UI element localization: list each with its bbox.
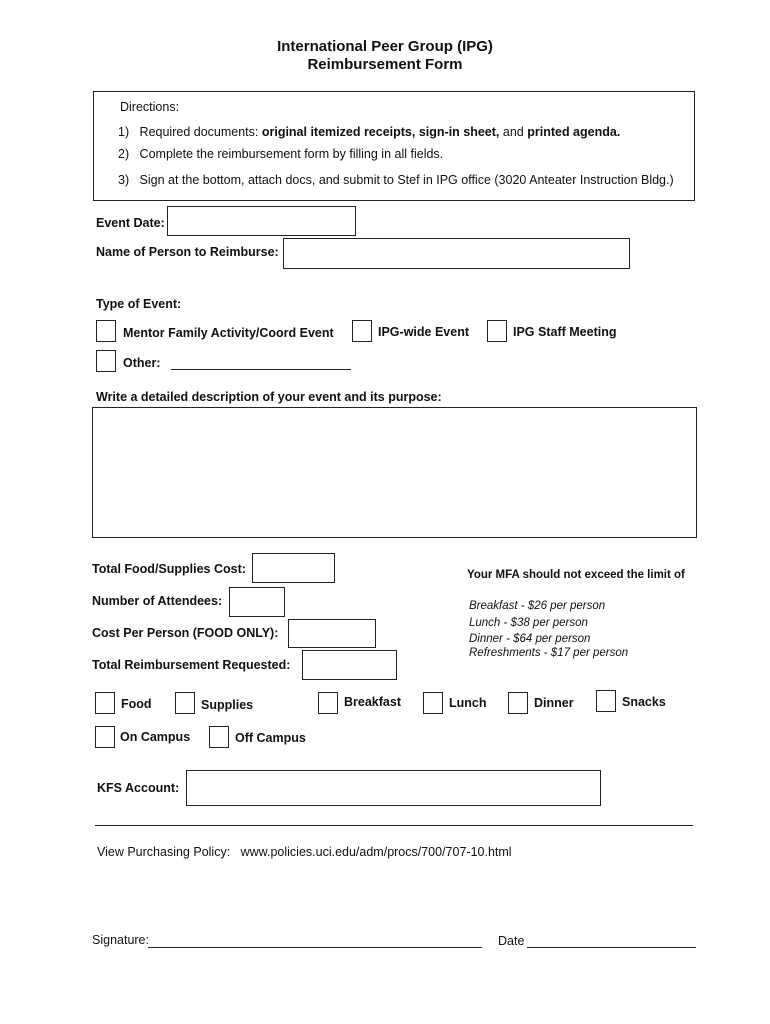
checkbox-breakfast[interactable]: [318, 692, 338, 714]
on-campus-label: On Campus: [120, 730, 191, 744]
form-title: International Peer Group (IPG): [277, 38, 493, 55]
reimbursement-label: Total Reimbursement Requested:: [92, 658, 291, 672]
direction-bold-text: printed agenda.: [527, 125, 621, 139]
direction-item-1: [118, 125, 620, 139]
kfs-account-field[interactable]: [186, 770, 601, 806]
category-dinner-label: Dinner: [534, 696, 574, 710]
direction-text: Required documents:: [139, 125, 262, 139]
checkbox-off-campus[interactable]: [209, 726, 229, 748]
description-field[interactable]: [92, 407, 697, 538]
direction-number: 3): [118, 173, 130, 187]
direction-text: Complete the reimbursement form by filling in all fields.: [139, 147, 444, 161]
date-label: Date: [498, 934, 525, 948]
direction-item-2: [118, 147, 443, 161]
date-line[interactable]: [527, 947, 696, 948]
signature-label: Signature:: [92, 933, 149, 947]
total-cost-label: Total Food/Supplies Cost:: [92, 562, 246, 576]
limit-refreshments: Refreshments - $17 per person: [469, 647, 629, 659]
direction-text: Sign at the bottom, attach docs, and submit to Stef in IPG office (3020 Anteater Instruction Bldg.): [139, 173, 674, 187]
section-divider: [95, 825, 693, 826]
category-food-label: Food: [121, 697, 152, 711]
kfs-account-label: KFS Account:: [97, 781, 180, 795]
option-other-label: Other:: [123, 356, 161, 370]
checkbox-ipg-staff[interactable]: [487, 320, 507, 342]
off-campus-label: Off Campus: [235, 731, 306, 745]
reimbursement-field[interactable]: [302, 650, 397, 680]
per-person-field[interactable]: [288, 619, 376, 648]
person-name-label: Name of Person to Reimburse:: [96, 245, 279, 259]
direction-bold-text: original itemized receipts, sign-in sheet,: [261, 125, 500, 139]
option-mentor-family-label: Mentor Family Activity/Coord Event: [123, 326, 334, 340]
other-input-line[interactable]: [171, 369, 351, 370]
checkbox-ipg-wide[interactable]: [352, 320, 372, 342]
form-subtitle: Reimbursement Form: [307, 56, 463, 73]
attendees-label: Number of Attendees:: [92, 594, 223, 608]
limit-dinner: Dinner - $64 per person: [469, 633, 591, 645]
direction-number: 1): [118, 125, 130, 139]
person-name-field[interactable]: [283, 238, 630, 269]
limit-lunch: Lunch - $38 per person: [469, 617, 588, 629]
direction-item-3: [118, 173, 674, 187]
category-lunch-label: Lunch: [449, 696, 487, 710]
option-ipg-wide-label: IPG-wide Event: [378, 325, 469, 339]
checkbox-snacks[interactable]: [596, 690, 616, 712]
direction-number: 2): [118, 147, 130, 161]
checkbox-food[interactable]: [95, 692, 115, 714]
event-date-field[interactable]: [167, 206, 356, 236]
direction-text: and: [499, 125, 528, 139]
checkbox-lunch[interactable]: [423, 692, 443, 714]
checkbox-other[interactable]: [96, 350, 116, 372]
directions-heading: Directions:: [120, 100, 180, 114]
category-supplies-label: Supplies: [201, 698, 254, 712]
description-label: Write a detailed description of your event and its purpose:: [96, 390, 442, 404]
total-cost-field[interactable]: [252, 553, 335, 583]
category-snacks-label: Snacks: [622, 695, 666, 709]
checkbox-mentor-family[interactable]: [96, 320, 116, 342]
purchasing-policy: [97, 845, 512, 859]
checkbox-supplies[interactable]: [175, 692, 195, 714]
option-ipg-staff-label: IPG Staff Meeting: [513, 325, 617, 339]
attendees-field[interactable]: [229, 587, 285, 617]
per-person-label: Cost Per Person (FOOD ONLY):: [92, 626, 279, 640]
signature-line[interactable]: [148, 947, 482, 948]
event-date-label: Event Date:: [96, 216, 165, 230]
checkbox-on-campus[interactable]: [95, 726, 115, 748]
category-breakfast-label: Breakfast: [344, 695, 401, 709]
limits-heading: Your MFA should not exceed the limit of: [467, 569, 685, 581]
event-type-heading: Type of Event:: [96, 297, 182, 311]
policy-url[interactable]: www.policies.uci.edu/adm/procs/700/707-10.html: [240, 845, 512, 859]
policy-label: View Purchasing Policy:: [97, 845, 231, 859]
checkbox-dinner[interactable]: [508, 692, 528, 714]
limit-breakfast: Breakfast - $26 per person: [469, 600, 606, 612]
